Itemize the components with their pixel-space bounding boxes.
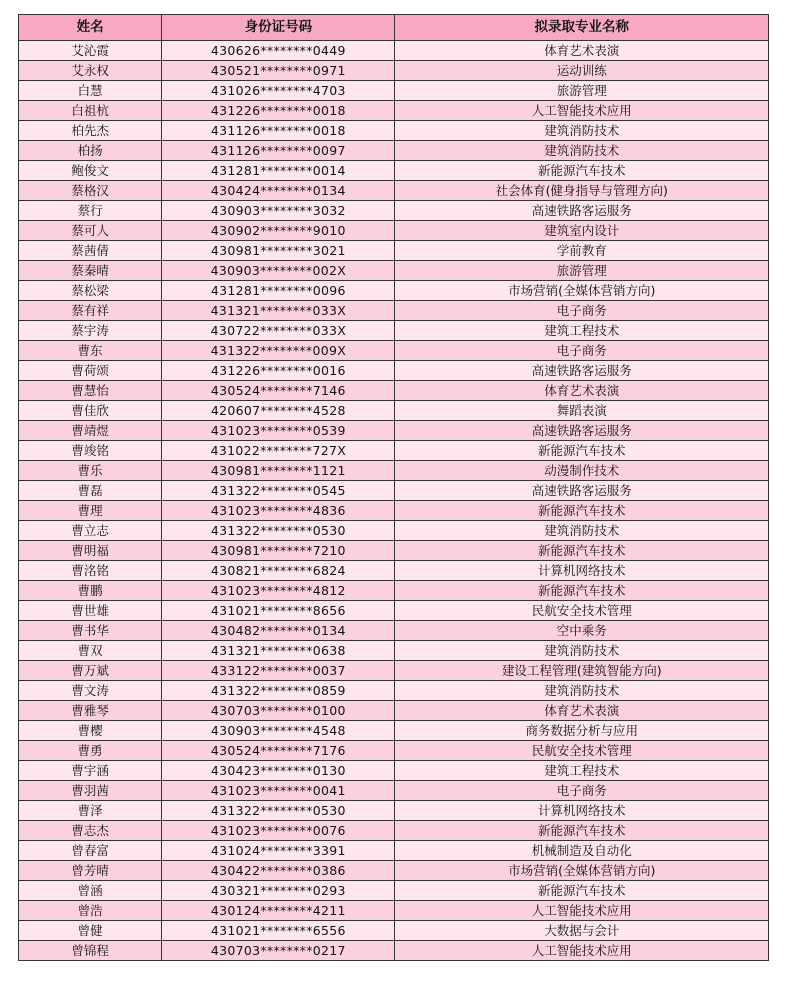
cell-major: 新能源汽车技术 [395,541,769,561]
cell-major: 商务数据分析与应用 [395,721,769,741]
cell-id-number: 431126********0018 [162,121,395,141]
table-row [19,121,769,141]
cell-name: 曹靖煜 [19,421,162,441]
table-row [19,661,769,681]
cell-major: 旅游管理 [395,261,769,281]
table-row [19,701,769,721]
cell-name: 曹世雄 [19,601,162,621]
cell-major: 计算机网络技术 [395,801,769,821]
cell-id-number: 430124********4211 [162,901,395,921]
cell-name: 白祖杭 [19,101,162,121]
cell-name: 艾沁霞 [19,41,162,61]
cell-id-number: 431023********0539 [162,421,395,441]
cell-major: 建筑消防技术 [395,641,769,661]
table-row [19,941,769,961]
cell-id-number: 430482********0134 [162,621,395,641]
cell-id-number: 430903********4548 [162,721,395,741]
table-header-row [19,15,769,41]
cell-name: 曹洺铭 [19,561,162,581]
cell-id-number: 430903********3032 [162,201,395,221]
table-row [19,561,769,581]
table-body [19,41,769,961]
table-row [19,861,769,881]
cell-major: 新能源汽车技术 [395,441,769,461]
cell-major: 建筑室内设计 [395,221,769,241]
cell-id-number: 431023********0076 [162,821,395,841]
cell-name: 曹羽茜 [19,781,162,801]
cell-id-number: 431281********0014 [162,161,395,181]
cell-id-number: 431023********4812 [162,581,395,601]
cell-name: 蔡茜倩 [19,241,162,261]
cell-name: 曹宇涵 [19,761,162,781]
cell-id-number: 430424********0134 [162,181,395,201]
cell-major: 体育艺术表演 [395,381,769,401]
cell-name: 曾芳晴 [19,861,162,881]
table-row [19,241,769,261]
table-row [19,521,769,541]
cell-id-number: 430321********0293 [162,881,395,901]
cell-major: 动漫制作技术 [395,461,769,481]
cell-name: 蔡可人 [19,221,162,241]
cell-name: 蔡松梁 [19,281,162,301]
table-row [19,821,769,841]
cell-name: 曹书华 [19,621,162,641]
table-row [19,761,769,781]
cell-major: 计算机网络技术 [395,561,769,581]
cell-id-number: 430521********0971 [162,61,395,81]
cell-id-number: 431322********0859 [162,681,395,701]
cell-major: 新能源汽车技术 [395,881,769,901]
cell-major: 新能源汽车技术 [395,581,769,601]
cell-name: 曾浩 [19,901,162,921]
table-row [19,341,769,361]
cell-id-number: 433122********0037 [162,661,395,681]
cell-name: 蔡行 [19,201,162,221]
cell-major: 人工智能技术应用 [395,941,769,961]
cell-name: 曹鹏 [19,581,162,601]
cell-name: 曹立志 [19,521,162,541]
cell-id-number: 430423********0130 [162,761,395,781]
table-row [19,481,769,501]
cell-id-number: 430722********033X [162,321,395,341]
table-row [19,921,769,941]
cell-id-number: 431322********0530 [162,801,395,821]
cell-major: 建设工程管理(建筑智能方向) [395,661,769,681]
table-row [19,361,769,381]
cell-id-number: 431281********0096 [162,281,395,301]
cell-major: 旅游管理 [395,81,769,101]
cell-major: 建筑消防技术 [395,521,769,541]
cell-id-number: 431322********009X [162,341,395,361]
table-row [19,501,769,521]
cell-major: 体育艺术表演 [395,701,769,721]
table-row [19,381,769,401]
cell-name: 蔡有祥 [19,301,162,321]
cell-id-number: 430703********0100 [162,701,395,721]
cell-name: 曾健 [19,921,162,941]
cell-id-number: 430981********1121 [162,461,395,481]
cell-id-number: 420607********4528 [162,401,395,421]
admission-list-table [18,14,769,961]
cell-major: 新能源汽车技术 [395,161,769,181]
cell-name: 曾锦程 [19,941,162,961]
cell-name: 曹文涛 [19,681,162,701]
cell-name: 白慧 [19,81,162,101]
cell-name: 柏扬 [19,141,162,161]
table-row [19,81,769,101]
cell-name: 曹磊 [19,481,162,501]
cell-major: 电子商务 [395,341,769,361]
cell-name: 曹志杰 [19,821,162,841]
cell-name: 曹荷颂 [19,361,162,381]
cell-id-number: 430981********7210 [162,541,395,561]
cell-major: 人工智能技术应用 [395,101,769,121]
cell-major: 体育艺术表演 [395,41,769,61]
cell-id-number: 431021********8656 [162,601,395,621]
table-row [19,601,769,621]
table-row [19,41,769,61]
cell-id-number: 430902********9010 [162,221,395,241]
cell-id-number: 431322********0530 [162,521,395,541]
cell-major: 建筑工程技术 [395,761,769,781]
cell-name: 蔡秦晴 [19,261,162,281]
cell-major: 学前教育 [395,241,769,261]
header-name: 姓名 [19,15,162,41]
cell-name: 曹樱 [19,721,162,741]
cell-name: 曹泽 [19,801,162,821]
cell-major: 建筑消防技术 [395,141,769,161]
cell-major: 舞蹈表演 [395,401,769,421]
cell-major: 建筑工程技术 [395,321,769,341]
cell-name: 曹慧怡 [19,381,162,401]
cell-name: 柏先杰 [19,121,162,141]
cell-id-number: 431021********6556 [162,921,395,941]
cell-name: 曹明福 [19,541,162,561]
table-row [19,141,769,161]
table-row [19,901,769,921]
cell-major: 民航安全技术管理 [395,601,769,621]
table-row [19,61,769,81]
cell-major: 建筑消防技术 [395,121,769,141]
table-row [19,421,769,441]
table-row [19,101,769,121]
table-row [19,281,769,301]
cell-major: 高速铁路客运服务 [395,201,769,221]
cell-id-number: 430821********6824 [162,561,395,581]
cell-name: 曹东 [19,341,162,361]
cell-major: 社会体育(健身指导与管理方向) [395,181,769,201]
table-row [19,541,769,561]
cell-name: 曹双 [19,641,162,661]
table-row [19,321,769,341]
cell-major: 高速铁路客运服务 [395,481,769,501]
table-row [19,301,769,321]
cell-name: 曾涵 [19,881,162,901]
table-row [19,681,769,701]
cell-name: 曹佳欣 [19,401,162,421]
cell-name: 蔡宇涛 [19,321,162,341]
cell-major: 空中乘务 [395,621,769,641]
cell-name: 曹勇 [19,741,162,761]
cell-id-number: 431226********0016 [162,361,395,381]
cell-major: 机械制造及自动化 [395,841,769,861]
table-row [19,641,769,661]
table-row [19,721,769,741]
table-row [19,401,769,421]
cell-id-number: 430524********7146 [162,381,395,401]
table-row [19,621,769,641]
cell-id-number: 431321********0638 [162,641,395,661]
header-id-number: 身份证号码 [162,15,395,41]
cell-id-number: 431126********0097 [162,141,395,161]
table-row [19,781,769,801]
cell-major: 建筑消防技术 [395,681,769,701]
table-row [19,221,769,241]
cell-name: 曹万斌 [19,661,162,681]
cell-major: 高速铁路客运服务 [395,361,769,381]
cell-id-number: 431024********3391 [162,841,395,861]
table-row [19,161,769,181]
cell-id-number: 431022********727X [162,441,395,461]
table-row [19,581,769,601]
cell-id-number: 430422********0386 [162,861,395,881]
cell-major: 人工智能技术应用 [395,901,769,921]
cell-id-number: 431023********4836 [162,501,395,521]
cell-major: 电子商务 [395,301,769,321]
cell-name: 曹乐 [19,461,162,481]
cell-name: 曾春富 [19,841,162,861]
cell-name: 曹雅琴 [19,701,162,721]
cell-major: 高速铁路客运服务 [395,421,769,441]
table-row [19,841,769,861]
cell-major: 市场营销(全媒体营销方向) [395,281,769,301]
cell-id-number: 431226********0018 [162,101,395,121]
table-row [19,441,769,461]
table-row [19,461,769,481]
cell-id-number: 431026********4703 [162,81,395,101]
cell-id-number: 430981********3021 [162,241,395,261]
cell-major: 运动训练 [395,61,769,81]
cell-major: 民航安全技术管理 [395,741,769,761]
cell-major: 大数据与会计 [395,921,769,941]
cell-name: 蔡格汉 [19,181,162,201]
cell-major: 新能源汽车技术 [395,821,769,841]
cell-major: 市场营销(全媒体营销方向) [395,861,769,881]
table-row [19,261,769,281]
cell-id-number: 430903********002X [162,261,395,281]
cell-name: 鲍俊文 [19,161,162,181]
cell-name: 曹竣铭 [19,441,162,461]
table-row [19,181,769,201]
table-row [19,201,769,221]
cell-major: 新能源汽车技术 [395,501,769,521]
cell-name: 曹理 [19,501,162,521]
cell-name: 艾永权 [19,61,162,81]
cell-id-number: 430626********0449 [162,41,395,61]
cell-id-number: 430703********0217 [162,941,395,961]
table-row [19,881,769,901]
cell-id-number: 431023********0041 [162,781,395,801]
table-row [19,801,769,821]
header-major: 拟录取专业名称 [395,15,769,41]
cell-id-number: 430524********7176 [162,741,395,761]
cell-major: 电子商务 [395,781,769,801]
cell-id-number: 431322********0545 [162,481,395,501]
cell-id-number: 431321********033X [162,301,395,321]
table-row [19,741,769,761]
